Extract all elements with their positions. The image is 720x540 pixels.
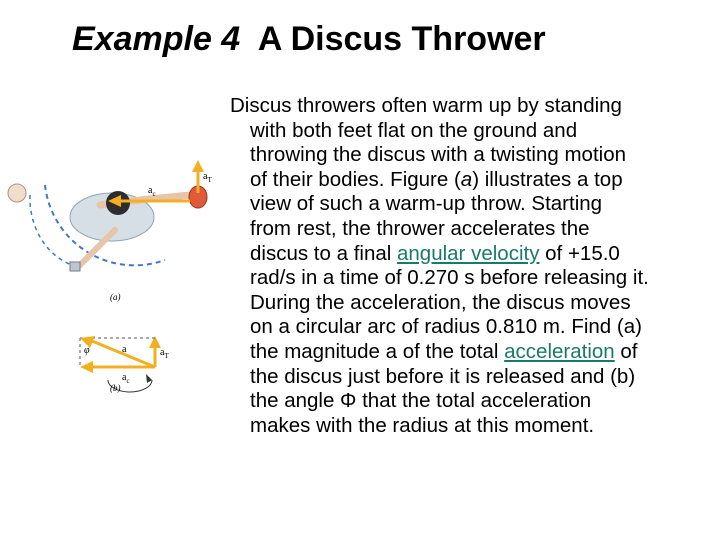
label-phi: φ <box>84 345 90 356</box>
text-line-4: of their bodies. Figure (a) illustrates a top <box>250 167 623 191</box>
rotation-arc-head <box>146 374 152 383</box>
text-line-10: on a circular arc of radius 0.810 m. Find (a) <box>250 315 642 339</box>
label-aT-a: $a_T$ <box>203 171 212 184</box>
text-line-13: the angle Φ that the total acceleration <box>250 389 592 413</box>
text-line-5: view of such a warm-up throw. Starting <box>250 192 603 216</box>
page-title <box>72 20 546 59</box>
text-line-12: the discus just before it is released and (b) <box>250 364 636 388</box>
text-line-8: rad/s in a time of 0.270 s before releasing it. <box>250 266 649 290</box>
problem-statement <box>230 94 718 438</box>
text-line-14: makes with the radius at this moment. <box>250 413 595 437</box>
circular-path-left <box>30 195 72 265</box>
centripetal-arrowhead-b <box>80 361 93 373</box>
example-name: A Discus Thrower <box>257 20 546 58</box>
angular-velocity-link[interactable]: angular velocity <box>397 241 540 265</box>
discus-figure <box>0 155 225 400</box>
thrower-foot <box>70 262 80 271</box>
text-line-3: throwing the discus with a twisting motion <box>250 143 627 167</box>
label-a-total: a <box>122 344 127 355</box>
label-ac-a: $a_c$ <box>148 185 156 198</box>
example-number: Example 4 <box>72 20 241 58</box>
caption-a: (a) <box>110 292 121 302</box>
figure-part-a <box>8 160 212 302</box>
text-line-7: discus to a final angular velocity of +15.0 <box>250 241 620 265</box>
figure-part-b <box>80 336 169 393</box>
label-aT-b: $a_T$ <box>160 347 169 360</box>
acceleration-link[interactable]: acceleration <box>504 339 615 363</box>
text-line-9: During the acceleration, the discus moves <box>250 290 631 314</box>
caption-b: (b) <box>110 383 121 393</box>
thrower-left-fist <box>8 184 26 202</box>
text-line-11: the magnitude a of the total acceleration of <box>250 339 638 363</box>
text-line-2: with both feet flat on the ground and <box>250 118 578 142</box>
text-line-1: Discus throwers often warm up by standing <box>230 94 622 117</box>
label-ac-b: $a_c$ <box>122 372 130 385</box>
text-line-6: from rest, the thrower accelerates the <box>250 216 590 240</box>
